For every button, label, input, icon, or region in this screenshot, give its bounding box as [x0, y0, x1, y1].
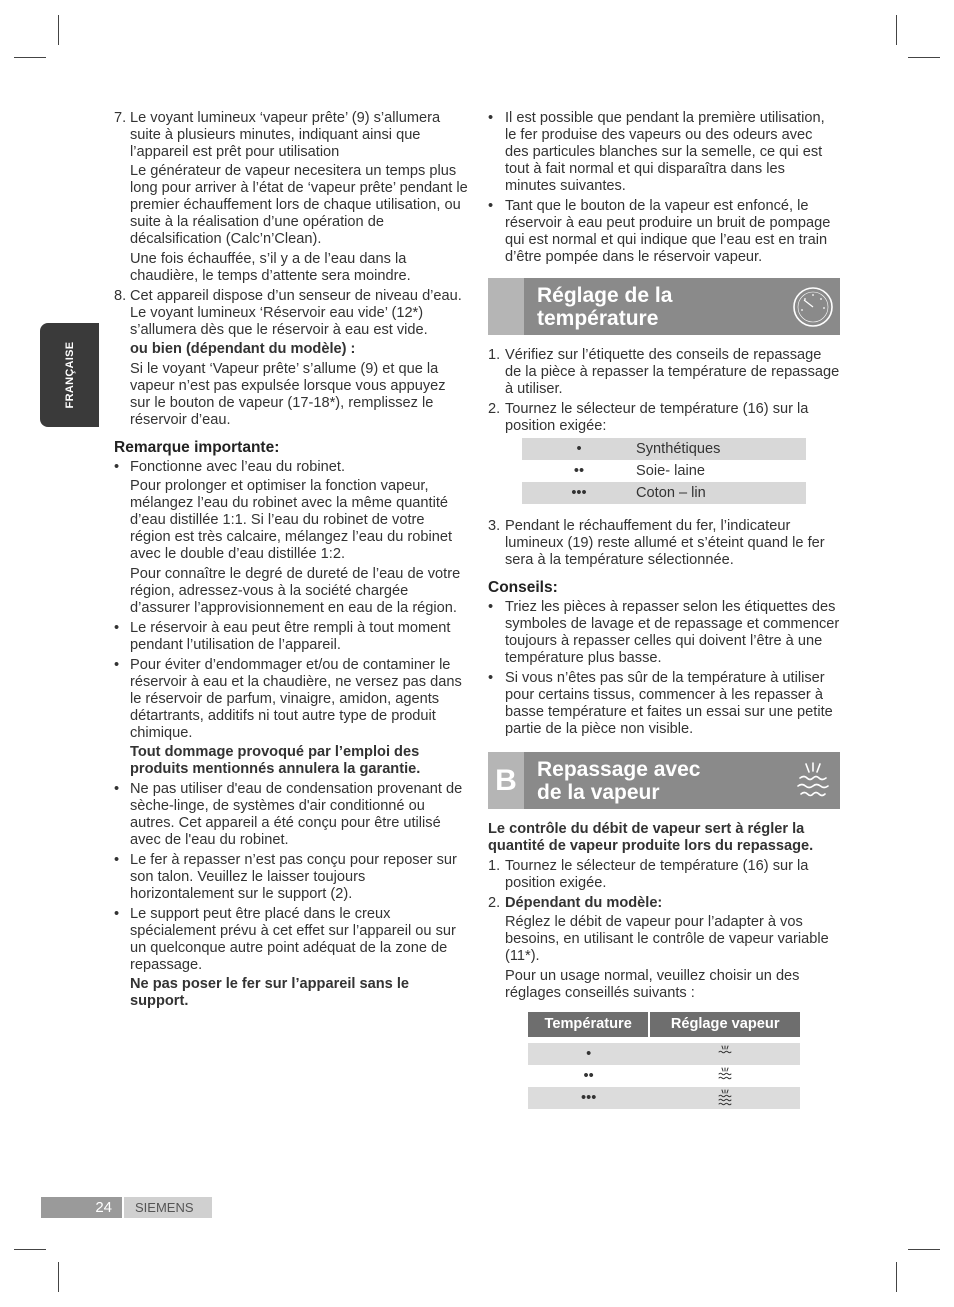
section-letter: B	[488, 752, 524, 809]
bullet-item: • Le fer à repasser n’est pas conçu pour reposer sur son talon. Veuillez le laisser toujours horizontalement sur le support (2).	[114, 852, 457, 902]
bullet-item: • Pour éviter d’endommager et/ou de contaminer le réservoir à eau et la chaudière, ne versez pas dans le réservoir de parfum, vinaigre, amidon, agents détartrants, additifs ni tout autre type de produit chimique. Tout dommage provoqué par l’emploi des produits mentionnés annulera la garantie.	[114, 657, 462, 777]
steam-intro: Le contrôle du débit de vapeur sert à régler la quantité de vapeur produite lors du repassage.	[488, 821, 814, 854]
section-banner-temperature	[488, 278, 840, 335]
steam-step-2: 2. Dépendant du modèle: Réglez le débit de vapeur pour l’adapter à vos besoins, en utilisant le contrôle de vapeur variable (11*). Pour un usage normal, veuillez choisir un des réglages conseillés suivants :	[488, 895, 829, 1001]
temp-step-3: 3. Pendant le réchauffement du fer, l’indicateur lumineux (19) reste allumé et s’éteint quand le fer sera à la température sélectionnée.	[488, 518, 825, 568]
page-number: 24	[41, 1197, 122, 1218]
banner-title: Repassage avec de la vapeur	[537, 758, 701, 804]
steam-level-icon	[649, 1087, 800, 1109]
steam-level-icon	[649, 1043, 800, 1065]
temp-step-1: 1. Vérifiez sur l’étiquette des conseils de repassage de la pièce à repasser la température de repassage à utiliser.	[488, 347, 840, 397]
right-column	[488, 110, 840, 1109]
steam-setting-table	[528, 1012, 800, 1109]
step-7: 7. Le voyant lumineux ‘vapeur prête’ (9) s’allumera suite à plusieurs minutes, indiquant ainsi que l’appareil est prêt pour utilisation Le générateur de vapeur necesitera un temps plus long pour arriver à l’état de ‘vapeur prête’ pendant le premier échauffement lors de chaque utilisation, ou suite à la réalisation d’une opération de décalsification (Calc’n’Clean). Une fois échauffée, s’il y a de l’eau dans la chaudière, le temps d’attente sera moindre.	[114, 110, 468, 284]
fabric-temperature-table	[522, 438, 806, 504]
step-8: 8. Cet appareil dispose d’un senseur de niveau d’eau. Le voyant lumineux ‘Réservoir eau vide’ (12*) s’allumera dès que le réservoir à eau est vide. ou bien (dépendant du modèle) : Si le voyant ‘Vapeur prête’ s’allume (9) et que la vapeur n’est pas expulsée lorsque vous appuyez sur le bouton de vapeur (17-18*), remplissez le réservoir d’eau.	[114, 288, 462, 428]
steam-step-1: 1. Tournez le sélecteur de température (16) sur la position exigée.	[488, 858, 809, 891]
bullet-item: • Tant que le bouton de la vapeur est enfoncé, le réservoir à eau peut produire un bruit de pompage qui est normal et qui indique que l’eau est en train d’être pompée dans le réservoir vapeur.	[488, 198, 831, 265]
crop-mark	[896, 15, 897, 45]
steam-icon	[792, 760, 834, 802]
bullet-item: • Il est possible que pendant la première utilisation, le fer produise des vapeurs ou des odeurs avec des particules blanches sur la semelle, ce qui est tout à fait normal et qui disparaîtra dans les minutes suivantes.	[488, 110, 825, 194]
table-row: • Synthétiques	[522, 438, 806, 460]
table-row: •	[528, 1043, 800, 1065]
table-row: ••• Coton – lin	[522, 482, 806, 504]
language-label: FRANÇAISE	[63, 341, 76, 409]
temperature-dial-icon	[792, 286, 834, 328]
bullet-item: • Le réservoir à eau peut être rempli à tout moment pendant l’utilisation de l’appareil.	[114, 620, 451, 653]
bullet-item: • Fonctionne avec l’eau du robinet. Pour prolonger et optimiser la fonction vapeur, mélangez l’eau du robinet avec la même quantité d’eau distillée 1:1. Si l’eau du robinet de votre région est très calcaire, mélangez l’eau du robinet avec le double d’eau distillée 1:2. Pour connaître le degré de dureté de l’eau de votre région, adressez-vous à la société chargée d’assurer l’approvisionnement en eau de la région.	[114, 459, 461, 616]
bullet-item: • Ne pas utiliser d'eau de condensation provenant de sèche-linge, de systèmes d'air conditionné ou autres. Cet appareil a été conçu pour être utilisé avec de l'eau du robinet.	[114, 781, 463, 848]
left-column	[114, 110, 468, 1013]
crop-mark	[14, 57, 46, 58]
steam-level-icon	[649, 1065, 800, 1087]
crop-mark	[908, 57, 940, 58]
crop-mark	[58, 15, 59, 45]
tip-item: • Si vous n’êtes pas sûr de la température à utiliser pour certains tissus, commencer à les repasser à basse température et faites un essai sur une petite partie de la pièce non visible.	[488, 670, 833, 737]
table-header-row	[528, 1012, 800, 1037]
column-header: Réglage vapeur	[649, 1012, 800, 1037]
tips-heading: Conseils:	[488, 579, 558, 596]
temp-step-2: 2. Tournez le sélecteur de température (16) sur la position exigée:	[488, 401, 809, 434]
column-header: Température	[528, 1012, 649, 1037]
remark-heading: Remarque importante:	[114, 439, 280, 456]
brand-label: SIEMENS	[124, 1197, 212, 1218]
crop-mark	[896, 1262, 897, 1292]
banner-title: Réglage de la température	[537, 284, 673, 330]
table-row: ••	[528, 1065, 800, 1087]
crop-mark	[908, 1249, 940, 1250]
section-banner-steam	[488, 752, 840, 809]
table-row: •• Soie- laine	[573, 462, 705, 479]
crop-mark	[58, 1262, 59, 1292]
banner-tab	[488, 278, 524, 335]
language-tab	[40, 323, 99, 427]
tip-item: • Triez les pièces à repasser selon les étiquettes des symboles de lavage et de repassage et commencer toujours à repasser celles qui doivent l’être à une température plus basse.	[488, 599, 840, 666]
table-row: •••	[528, 1087, 800, 1109]
bullet-item: • Le support peut être placé dans le creux spécialement prévu à cet effet sur l’appareil ou sur un quelconque autre point adéquat de la zone de repassage. Ne pas poser le fer sur l’appareil sans le support.	[114, 906, 456, 1009]
crop-mark	[14, 1249, 46, 1250]
